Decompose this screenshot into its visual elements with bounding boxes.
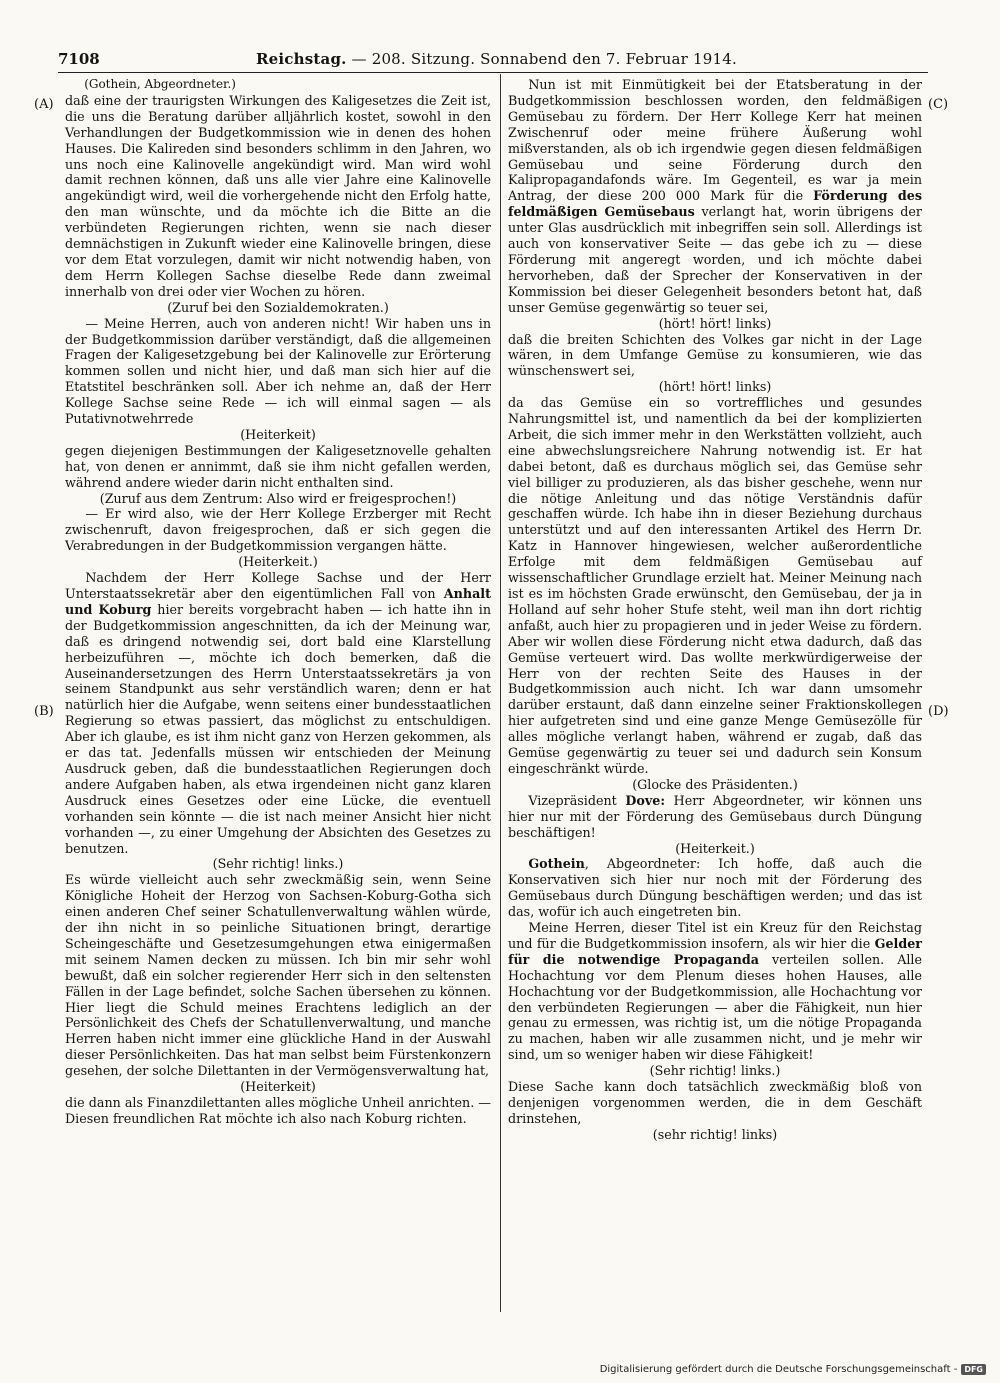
margin-marker-d: (D) — [928, 704, 949, 719]
paragraph: Diese Sache kann doch tatsächlich zweckmäßig bloß von denjenigen vorgenommen werden, die in dem Geschäft drinstehen, — [508, 1079, 922, 1126]
interjection: (hört! hört! links) — [658, 315, 772, 331]
running-title — [256, 50, 737, 68]
bold-phrase: Anhalt und Koburg — [65, 586, 491, 617]
margin-marker-c: (C) — [928, 97, 949, 112]
left-column — [65, 77, 491, 1127]
paragraph: die dann als Finanzdilettanten alles mögliche Unheil anrichten. — Diesen freundlichen Rat möchte ich also nach Koburg richten. — [65, 1095, 491, 1126]
paragraph: Nachdem der Herr Kollege Sachse und der Herr Unterstaatssekretär aber den eigentümlichen Fall von Anhalt und Koburg hier bereits vorgebracht haben — ich hatte ihn in der Budgetkommission angeschnitten, da ich der Meinung war, daß es dringend notwendig sei, dort bald eine Klarstellung herbeizuführen —, möchte ich doch bemerken, daß die Auseinandersetzungen des Herrn Unterstaatssekretärs ja von seinem Standpunkt aus sehr verständlich waren; denn er hat natürlich hier die Aufgabe, wenn seitens einer bundesstaatlichen Regierung so etwas passiert, das möglichst zu entschuldigen. Aber ich glaube, es ist ihm nicht ganz von Herzen gekommen, als er das tat. Jedenfalls müssen wir entschieden der Meinung Ausdruck geben, daß die bundesstaatlichen Regierungen doch andere Aufgaben haben, als etwa irgendeinen nicht ganz klaren Ausdruck eines Gesetzes oder eine Lücke, die eventuell vorhanden sein könnte — die ist nach meiner Ansicht hier nicht vorhanden —, zu einer Umgehung der Absichten des Gesetzes zu benutzen. — [65, 570, 491, 856]
paragraph: — Meine Herren, auch von anderen nicht! Wir haben uns in der Budgetkommission darüber verständigt, daß die allgemeinen Fragen der Kaligesetzgebung bei der Kalinovelle zur Erörterung kommen sollen und nicht hier, und daß man sich hier auf die Etatstitel beschränken soll. Aber ich nehme an, daß der Herr Kollege Sachse seine Rede — ich will einmal sagen — als Putativnotwehrrede — [65, 315, 491, 427]
bold-phrase: Gelder für die notwendige Propaganda — [508, 935, 922, 967]
interjection: (Sehr richtig! links.) — [212, 856, 344, 872]
interjection: (Heiterkeit) — [240, 426, 316, 442]
paragraph: daß eine der traurigsten Wirkungen des Kaligesetzes die Zeit ist, die uns die Beratung darüber alljährlich kostet, sowohl in den Verhandlungen der Budgetkommission wie in denen des hohen Hauses. Die Kalireden sind besonders schlimm in den Jahren, wo uns noch eine Kalinovelle angekündigt wird. Man wird wohl damit rechnen können, daß uns alle vier Jahre eine Kalinovelle angekündigt wird, weil die vorhergehende nicht den Erfolg hatte, den man wünschte, und da möchte ich die Bitte an die verbündeten Regierungen richten, wenn sie nach dieser demnächstigen in Zukunft wieder eine Kalinovelle bringen, diese vor dem Etat vorzulegen, damit wir nicht notwendig haben, von dem Herrn Kollegen Sachse dieselbe Rede dann zweimal innerhalb von drei oder vier Wochen zu hören. — [65, 92, 491, 299]
interjection: (Zuruf bei den Sozialdemokraten.) — [167, 299, 389, 315]
interjection: (Heiterkeit.) — [238, 554, 318, 570]
interjection: (Heiterkeit) — [240, 1079, 316, 1095]
header-rule — [58, 72, 928, 73]
margin-marker-a: (A) — [34, 97, 54, 112]
bold-phrase: Förderung des feldmäßigen Gemüsebaus — [508, 188, 922, 220]
running-title-rest: — 208. Sitzung. Sonnabend den 7. Februar 1914. — [346, 50, 737, 68]
paragraph: Es würde vielleicht auch sehr zweckmäßig sein, wenn Seine Königliche Hoheit der Herzog von Sachsen-Koburg-Gotha sich einen anderen Chef seiner Schatullenverwaltung wählen würde, der ihn nicht in so peinliche Situationen bringt, derartige Scheingeschäfte und Gesetzesumgehungen etwa einigermaßen mit seinem Namen decken zu müssen. Ich bin mir sehr wohl bewußt, daß ein solcher regierender Herr sich in den seltensten Fällen in der Lage befindet, solche Sachen übersehen zu können. Hier liegt die Schuld meines Erachtens lediglich an der Persönlichkeit des Chefs der Schatullenverwaltung, und manche Herren haben nicht immer eine glückliche Hand in der Auswahl dieser Persönlichkeiten. Das hat man selbst beim Fürstenkonzern gesehen, der solche Dilettanten in der Vermögensverwaltung hat, — [65, 872, 491, 1079]
running-title-bold: Reichstag. — [256, 50, 347, 68]
digitization-credit — [600, 1364, 986, 1375]
page-header — [58, 50, 928, 72]
column-divider — [500, 74, 501, 1312]
paragraph: Vizepräsident Dove: Herr Abgeordneter, wir können uns hier nur mit der Förderung des Gemüsebaus durch Düngung beschäftigen! — [508, 792, 922, 840]
interjection: (Glocke des Präsidenten.) — [632, 776, 798, 792]
page-number: 7108 — [58, 50, 100, 68]
speaker-name: Dove: — [625, 792, 665, 808]
interjection: (Heiterkeit.) — [675, 840, 755, 856]
paragraph: — Er wird also, wie der Herr Kollege Erzberger mit Recht zwischenruft, davon freigesprochen, daß er sich gegen die Verabredungen in der Budgetkommission vergangen hätte. — [65, 506, 491, 554]
speaker-tag: (Gothein, Abgeordneter.) — [84, 77, 236, 91]
right-column — [508, 77, 922, 1143]
paragraph: Nun ist mit Einmütigkeit bei der Etatsberatung in der Budgetkommission beschlossen worden, den feldmäßigen Gemüsebau zu fördern. Der Herr Kollege Kerr hat meinen Zwischenruf oder meine frühere Äußerung wohl mißverstanden, als ob ich irgendwie gegen diesen feldmäßigen Gemüsebau und seine Förderung durch den Kalipropagandafonds wäre. Im Gegenteil, es war ja mein Antrag, der diese 200 000 Mark für die Förderung des feldmäßigen Gemüsebaus verlangt hat, worin übrigens der unter Glas ausdrücklich mit inbegriffen sein soll. Allerdings ist auch von konservativer Seite — das gebe ich zu — diese Förderung mit angeregt worden, und ich möchte dabei hervorheben, daß der Sprecher der Konservativen in der Kommission bei dieser Gelegenheit besonders betont hat, daß unser Gemüse gegenwärtig so teuer sei, — [508, 77, 922, 315]
paragraph: Gothein, Abgeordneter: Ich hoffe, daß auch die Konservativen sich hier nur noch mit der Förderung des Gemüsebaus durch Düngung beschäftigen werden; und das ist das, wofür ich auch eingetreten bin. — [508, 856, 922, 920]
paragraph: gegen diejenigen Bestimmungen der Kaligesetznovelle gehalten hat, von denen er annimmt, daß sie ihm nicht gefallen werden, während andere wieder darin nicht enthalten sind. — [65, 442, 491, 490]
interjection: (Sehr richtig! links.) — [649, 1063, 781, 1079]
margin-marker-b: (B) — [34, 704, 54, 719]
paragraph: Meine Herren, dieser Titel ist ein Kreuz für den Reichstag und für die Budgetkommission insofern, als wir hier die Gelder für die notwendige Propaganda verteilen sollen. Alle Hochachtung vor dem Plenum dieses hohen Hauses, alle Hochachtung vor der Budgetkommission, alle Hochachtung vor den verbündeten Regierungen — aber die Fähigkeit, nun hier genau zu ermessen, was richtig ist, um die nötige Propaganda zu machen, haben wir alle zusammen nicht, und je mehr wir sind, um so weniger haben wir diese Fähigkeit! — [508, 920, 922, 1063]
speaker-name: Gothein — [528, 856, 585, 872]
paragraph: da das Gemüse ein so vortreffliches und gesundes Nahrungsmittel ist, und namentlich da bei der komplizierten Arbeit, die sich immer mehr in den Werkstätten vollzieht, auch eine abwechslungsreichere Nahrung notwendig ist. Er hat dabei betont, daß es durchaus möglich sei, das Gemüse sehr viel billiger zu produzieren, als das bisher geschehe, wenn nur die nötige Anleitung und das nötige Verständnis dafür geschaffen würde. Ich habe ihn in dieser Beziehung durchaus unterstützt und auf den interessanten Artikel des Herrn Dr. Katz in Hannover hingewiesen, welcher außerordentliche Erfolge mit dem feldmäßigen Gemüsebau auf wissenschaftlicher Grundlage erzielt hat. Meiner Meinung nach ist es im höchsten Grade erwünscht, den Gemüsebau, der ja in Holland auf sehr hoher Stufe steht, weil man ihn dort richtig anfaßt, auch hier zu propagieren und in jeder Weise zu fördern. Aber wir wollen diese Förderung nicht etwa dadurch, daß das Gemüse verteuert wird. Das wollte merkwürdigerweise der Herr von der rechten Seite des Hauses in der Budgetkommission auch nicht. Ich war dann umsomehr darüber erstaunt, daß dann einzelne seiner Fraktionskollegen hier aufgetreten sind und eine ganze Menge Gemüsezölle für alles mögliche verlangt haben, während er zugab, daß das Gemüse gegenwärtig zu teuer sei und dadurch sein Konsum eingeschränkt würde. — [508, 395, 922, 776]
interjection: (Zuruf aus dem Zentrum: Also wird er freigesprochen!) — [99, 490, 457, 506]
paragraph: daß die breiten Schichten des Volkes gar nicht in der Lage wären, in dem Umfange Gemüse zu konsumieren, wie das wünschenswert sei, — [508, 331, 922, 379]
interjection: (hört! hört! links) — [658, 379, 772, 395]
dfg-logo-icon: DFG — [961, 1364, 986, 1375]
interjection: (sehr richtig! links) — [652, 1126, 778, 1142]
credit-text: Digitalisierung gefördert durch die Deutsche Forschungsgemeinschaft - — [599, 1364, 958, 1375]
